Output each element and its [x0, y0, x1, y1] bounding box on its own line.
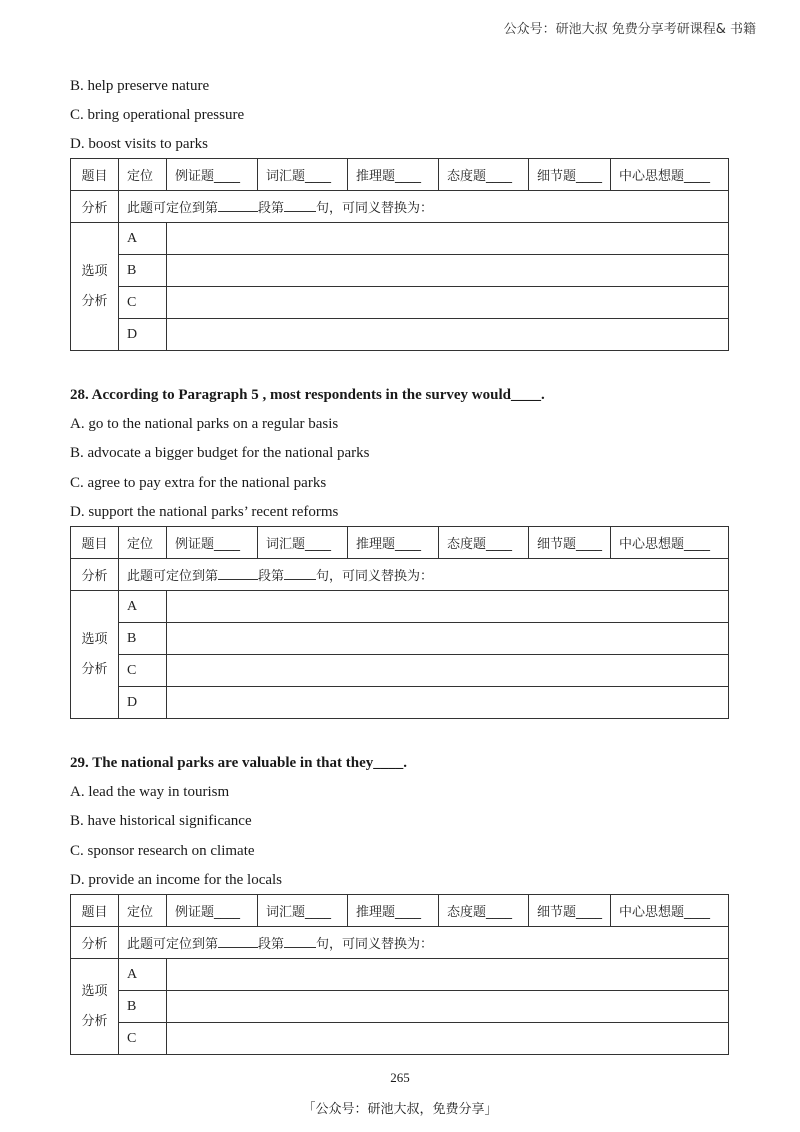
- type-attitude: 态度题____: [439, 159, 529, 191]
- type-detail: 细节题____: [529, 895, 611, 927]
- q29-title: 29. The national parks are valuable in that they____.: [70, 755, 407, 771]
- option-letter-b: B: [119, 255, 167, 287]
- options-analysis-label: 选项 分析: [71, 223, 119, 351]
- option-b-answer-cell[interactable]: [167, 991, 729, 1023]
- type-main-idea: 中心思想题____: [611, 895, 729, 927]
- option-letter-a: A: [119, 959, 167, 991]
- q27-option-c: C. bring operational pressure: [70, 107, 245, 123]
- option-letter-a: A: [119, 591, 167, 623]
- type-main-idea: 中心思想题____: [611, 159, 729, 191]
- row-label-topic: 题目: [71, 159, 119, 191]
- type-inference: 推理题____: [348, 527, 439, 559]
- locate-suffix: 句，可同义替换为：: [316, 937, 434, 952]
- options-analysis-label: 选项 分析: [71, 959, 119, 1055]
- type-example: 例证题____: [167, 527, 258, 559]
- page-number: 265: [390, 1070, 410, 1085]
- option-b-answer-cell[interactable]: [167, 255, 729, 287]
- q28-option-b: B. advocate a bigger budget for the national parks: [70, 445, 370, 461]
- q29-option-a: A. lead the way in tourism: [70, 784, 230, 800]
- options-analysis-label: 选项 分析: [71, 591, 119, 719]
- locate-prefix: 此题可定位到第: [127, 569, 219, 584]
- type-inference: 推理题____: [348, 159, 439, 191]
- locate-prefix: 此题可定位到第: [127, 937, 219, 952]
- type-detail: 细节题____: [529, 527, 611, 559]
- option-d-answer-cell[interactable]: [167, 687, 729, 719]
- row-label-analysis: 分析: [71, 191, 119, 223]
- q28-title: 28. According to Paragraph 5 , most respondents in the survey would____.: [70, 387, 545, 403]
- type-attitude: 态度题____: [439, 527, 529, 559]
- paragraph-blank[interactable]: [218, 199, 258, 212]
- row-label-topic: 题目: [71, 527, 119, 559]
- option-letter-b: B: [119, 623, 167, 655]
- locate-prefix: 此题可定位到第: [127, 201, 219, 216]
- option-a-answer-cell[interactable]: [167, 223, 729, 255]
- option-a-answer-cell[interactable]: [167, 591, 729, 623]
- option-c-answer-cell[interactable]: [167, 287, 729, 319]
- option-letter-c: C: [119, 1023, 167, 1055]
- locate-mid: 段第: [258, 201, 285, 216]
- option-letter-b: B: [119, 991, 167, 1023]
- type-locate: 定位: [119, 527, 167, 559]
- q29-option-c: C. sponsor research on climate: [70, 843, 255, 859]
- row-label-topic: 题目: [71, 895, 119, 927]
- type-vocab: 词汇题____: [258, 895, 348, 927]
- type-vocab: 词汇题____: [258, 159, 348, 191]
- option-d-answer-cell[interactable]: [167, 319, 729, 351]
- locate-line: [119, 927, 729, 959]
- option-c-answer-cell[interactable]: [167, 1023, 729, 1055]
- header-note: 公众号：研池大叔 免费分享考研课程& 书籍: [503, 22, 756, 37]
- option-letter-a: A: [119, 223, 167, 255]
- q29-analysis-table: [70, 894, 729, 1055]
- locate-line: [119, 559, 729, 591]
- q29-option-b: B. have historical significance: [70, 813, 252, 829]
- type-example: 例证题____: [167, 895, 258, 927]
- option-c-answer-cell[interactable]: [167, 655, 729, 687]
- q28-option-a: A. go to the national parks on a regular basis: [70, 416, 339, 432]
- option-letter-d: D: [119, 687, 167, 719]
- sentence-blank[interactable]: [284, 567, 316, 580]
- q27-option-d: D. boost visits to parks: [70, 136, 208, 152]
- q27-option-b: B. help preserve nature: [70, 78, 210, 94]
- option-letter-c: C: [119, 287, 167, 319]
- paragraph-blank[interactable]: [218, 567, 258, 580]
- type-locate: 定位: [119, 895, 167, 927]
- type-main-idea: 中心思想题____: [611, 527, 729, 559]
- type-locate: 定位: [119, 159, 167, 191]
- row-label-analysis: 分析: [71, 559, 119, 591]
- option-letter-d: D: [119, 319, 167, 351]
- type-detail: 细节题____: [529, 159, 611, 191]
- footer-note: 「公众号：研池大叔，免费分享」: [302, 1102, 498, 1117]
- q28-option-c: C. agree to pay extra for the national parks: [70, 475, 327, 491]
- option-letter-c: C: [119, 655, 167, 687]
- locate-mid: 段第: [258, 569, 285, 584]
- type-example: 例证题____: [167, 159, 258, 191]
- locate-suffix: 句，可同义替换为：: [316, 201, 434, 216]
- type-vocab: 词汇题____: [258, 527, 348, 559]
- sentence-blank[interactable]: [284, 199, 316, 212]
- option-b-answer-cell[interactable]: [167, 623, 729, 655]
- sentence-blank[interactable]: [284, 935, 316, 948]
- q28-analysis-table: [70, 526, 729, 719]
- locate-suffix: 句，可同义替换为：: [316, 569, 434, 584]
- row-label-analysis: 分析: [71, 927, 119, 959]
- q28-option-d: D. support the national parks’ recent reforms: [70, 504, 339, 520]
- locate-line: [119, 191, 729, 223]
- q29-option-d: D. provide an income for the locals: [70, 872, 283, 888]
- locate-mid: 段第: [258, 937, 285, 952]
- paragraph-blank[interactable]: [218, 935, 258, 948]
- type-inference: 推理题____: [348, 895, 439, 927]
- type-attitude: 态度题____: [439, 895, 529, 927]
- q27-analysis-table: [70, 158, 729, 351]
- option-a-answer-cell[interactable]: [167, 959, 729, 991]
